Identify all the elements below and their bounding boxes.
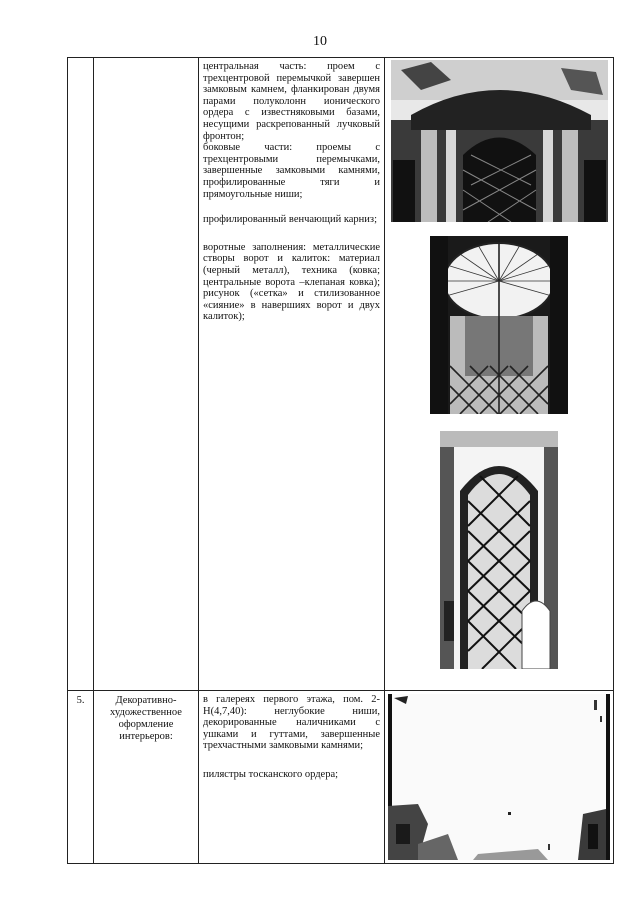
gate-facade-photo xyxy=(391,60,608,222)
table-row xyxy=(68,58,614,691)
row-number-cell xyxy=(68,58,94,691)
description-paragraph: пилястры тосканского ордера; xyxy=(203,768,339,780)
description-cell xyxy=(199,58,385,691)
description-cell xyxy=(199,691,385,864)
description-paragraph: воротные заполнения: металлические створы ворот и калиток: материал (черный металл), техника (ковка; центральные ворота –клепаная ковка); рисунок («сетка» и стилизованное «сияние» в навершиях ворот и двух калиток); xyxy=(203,241,380,323)
description-paragraph: профилированный венчающий карниз; xyxy=(203,214,377,226)
page-number: 10 xyxy=(313,34,327,49)
gallery-interior-photo xyxy=(388,694,610,860)
row-number-cell: 5. xyxy=(68,691,94,864)
element-name-cell xyxy=(94,58,199,691)
table-row xyxy=(68,691,614,864)
photo-cell xyxy=(385,691,614,864)
element-name-cell: Декоративно-художественное оформление интерьеров: xyxy=(94,691,199,864)
wicket-lattice-photo xyxy=(440,431,558,669)
description-paragraph: в галереях первого этажа, пом. 2-Н(4,7,40): неглубокие ниши, декорированные наличниками с ушками и гуттами, завершенные трехчастными замковыми камнями; xyxy=(203,694,380,752)
gate-radiant-arch-photo xyxy=(430,236,568,414)
description-paragraph: центральная часть: проем с трехцентровой перемычкой завершен замковым камнем, фланкирован двумя парами полуколонн ионического ордера с известняковыми базами, несущими раскрепованный лучковый фронтон; боковые части: проемы с трехцентровыми перемычками, завершенные замковыми камнями, профилированные тяги и прямоугольные ниши; xyxy=(203,61,380,200)
photo-cell xyxy=(385,58,614,691)
monument-description-table xyxy=(67,57,614,864)
